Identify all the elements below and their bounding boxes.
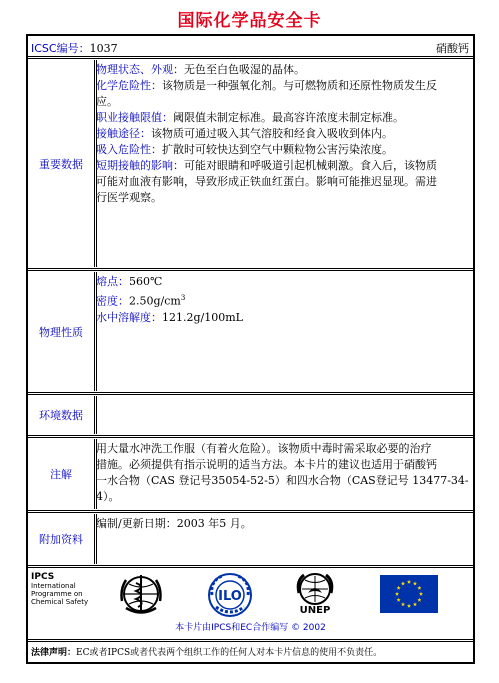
notes-line: 一水合物（CAS 登记号35054-52-5）和四水合物（CAS登记号 13477-34-: [96, 474, 469, 487]
chemical-name: 硝酸钙: [436, 42, 469, 55]
density: 2.50g/cm: [129, 294, 181, 308]
additional-info-row: [28, 514, 473, 564]
safety-card: [26, 34, 475, 664]
header-row: [28, 36, 473, 56]
additional-info-content: 编制/更新日期：2003 年5 月。: [96, 517, 252, 530]
notes-line: 用大量水冲洗工作服（有着火危险）。该物质中毒时需采取必要的治疗: [96, 442, 432, 455]
melting-point: 560℃: [129, 275, 163, 288]
important-data-line: 行医学观察。: [96, 191, 162, 204]
ilo-emblem-icon: [206, 571, 254, 619]
svg-text:ILO: ILO: [218, 589, 242, 604]
important-data-content: [94, 60, 473, 267]
important-data-line: 职业接触限值：阈限值未制定标准。最高容许浓度未制定标准。: [96, 111, 404, 124]
notes-row: [28, 439, 473, 509]
unep-label: UNEP: [299, 605, 331, 616]
important-data-line: 应。: [96, 95, 118, 108]
important-data-line: 短期接触的影响：可能对眼睛和呼吸道引起机械刺激。食入后，该物质: [96, 159, 437, 172]
cooperation-note: 本卡片由IPCS和EC合作编写 © 2002: [175, 623, 326, 633]
important-data-line: 物理状态、外观：无色至白色吸湿的晶体。: [96, 63, 305, 76]
notes-line: 4）。: [96, 490, 120, 503]
important-data-line: 接触途径：该物质可通过吸入其气溶胶和经食入吸收到体内。: [96, 127, 393, 140]
important-data-line: 吸入危险性：扩散时可较快达到空气中颗粒物公害污染浓度。: [96, 143, 393, 156]
physical-properties-row: [28, 272, 473, 391]
important-data-line: 化学危险性：该物质是一种强氧化剂。与可燃物质和还原性物质发生反: [96, 79, 437, 92]
important-data-label: 重要数据: [28, 60, 97, 267]
environment-row: [28, 396, 473, 434]
legal-disclaimer: 法律声明：EC或者IPCS或者代表两个组织工作的任何人对本卡片信息的使用不负责任。: [31, 648, 383, 658]
notes-label: 注解: [28, 439, 97, 509]
who-emblem-icon: [118, 571, 164, 617]
ipcs-logo: IPCS International Programme on Chemical Safety: [31, 572, 89, 606]
environment-content: [94, 396, 473, 434]
water-solubility: 121.2g/100mL: [162, 310, 243, 324]
icsc-number: ICSC编号：1037: [31, 42, 118, 55]
notes-line: 措施。必须提供有指示说明的适当方法。本卡片的建议也适用于硝酸钙: [96, 458, 437, 471]
notes-content: [94, 439, 473, 509]
card-title: 国际化学品安全卡: [177, 11, 322, 31]
physical-properties-label: 物理性质: [28, 272, 97, 391]
environment-label: 环境数据: [28, 396, 97, 434]
important-data-line: 可能对血液有影响，导致形成正铁血红蛋白。影响可能推迟显现。需进: [96, 175, 437, 188]
eu-flag-icon: [380, 575, 438, 613]
additional-info-label: 附加资料: [28, 514, 97, 564]
physical-properties-content: 熔点：560℃ 密度：$2.50g/cm^3$ 水中溶解度：121.2g/100mL: [96, 275, 243, 324]
important-data-row: [28, 60, 473, 267]
